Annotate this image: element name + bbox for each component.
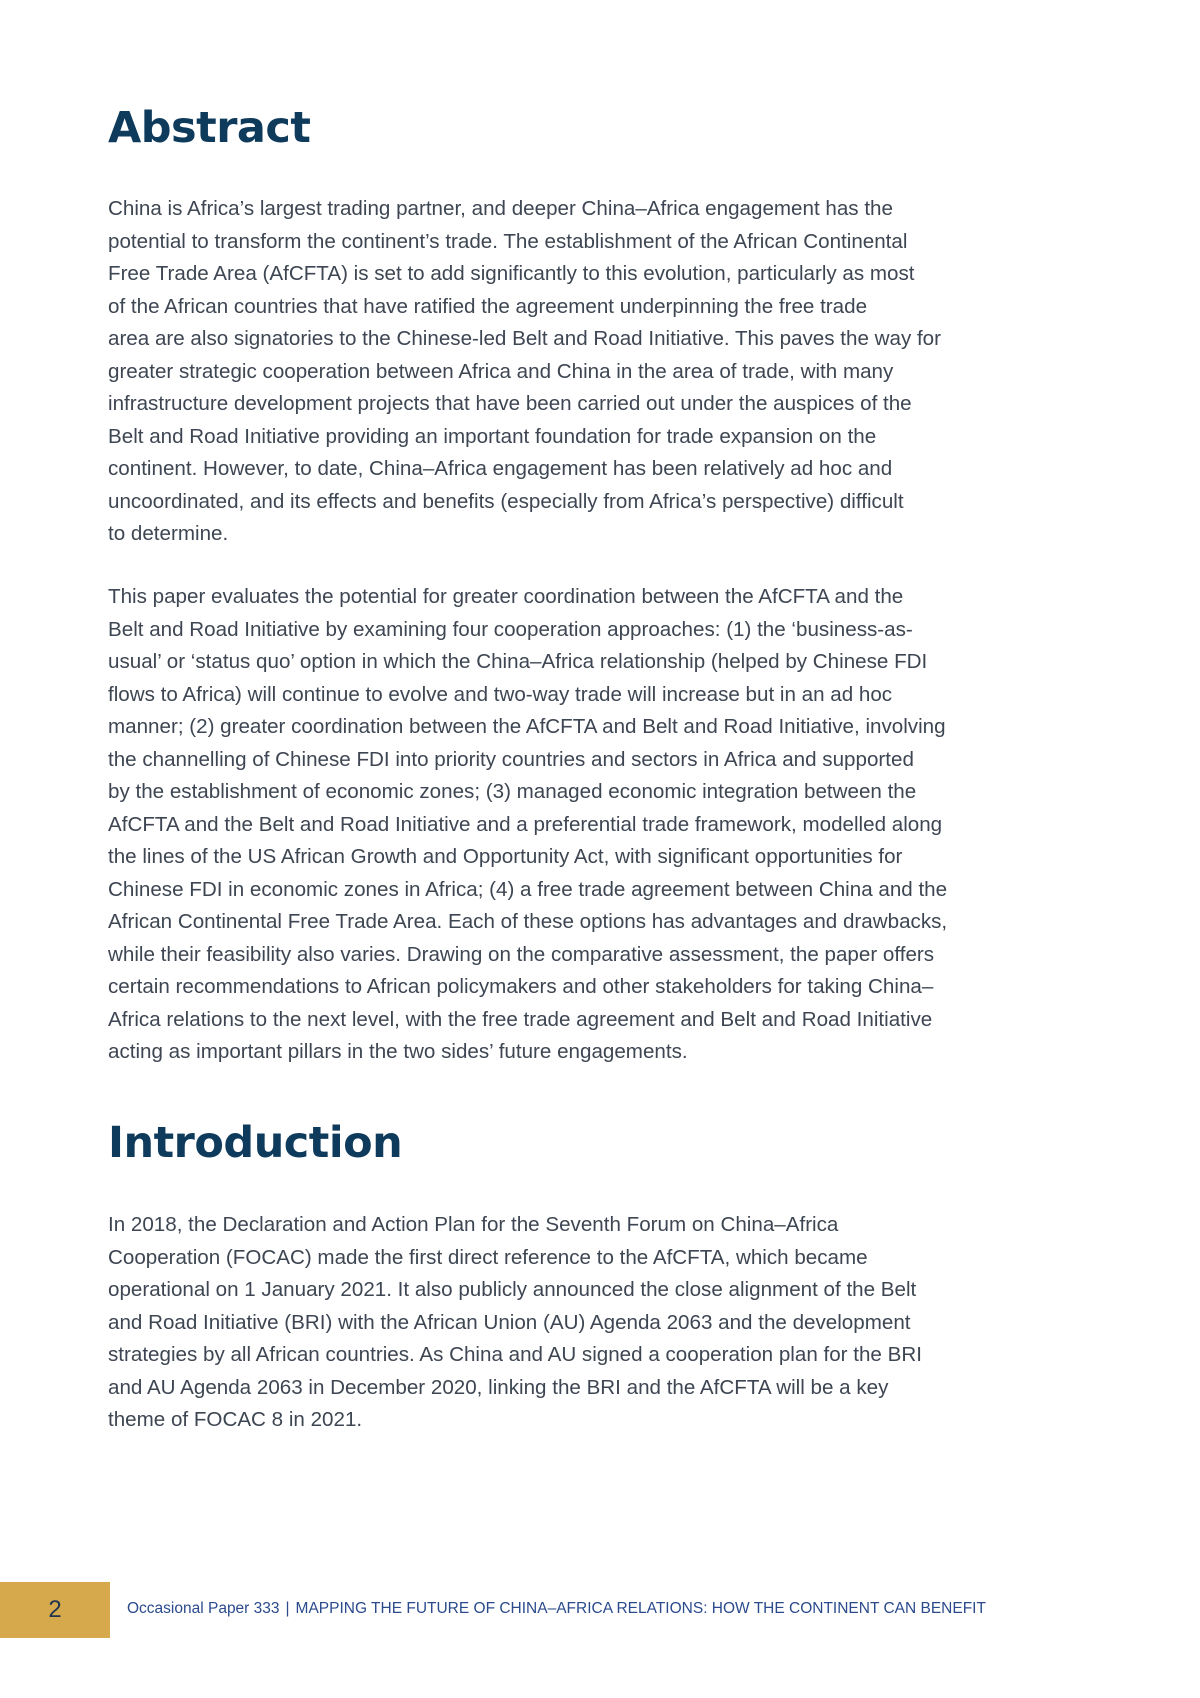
abstract-heading: Abstract: [108, 103, 311, 153]
text-line: strategies by all African countries. As China and AU signed a cooperation plan for the BRI: [108, 1343, 922, 1366]
footer-separator: |: [285, 1600, 290, 1617]
text-line: greater strategic cooperation between Africa and China in the area of trade, with many: [108, 359, 894, 383]
page-number-tab: [0, 1582, 110, 1638]
footer-series-label: Occasional Paper 333: [127, 1600, 280, 1617]
text-line: operational on 1 January 2021. It also publicly announced the close alignment of the Belt: [108, 1278, 917, 1301]
text-line: Chinese FDI in economic zones in Africa; (4) a free trade agreement between China and the: [108, 877, 948, 901]
text-line: Cooperation (FOCAC) made the first direct reference to the AfCFTA, which became: [108, 1245, 868, 1269]
text-line: by the establishment of economic zones; (3) managed economic integration between the: [108, 780, 917, 803]
text-line: AfCFTA and the Belt and Road Initiative and a preferential trade framework, modelled along: [108, 812, 943, 836]
text-line: and Road Initiative (BRI) with the African Union (AU) Agenda 2063 and the development: [108, 1310, 911, 1334]
text-line: while their feasibility also varies. Drawing on the comparative assessment, the paper offers: [108, 942, 935, 966]
page-number: 2: [48, 1596, 62, 1623]
text-line: African Continental Free Trade Area. Each of these options has advantages and drawbacks,: [108, 910, 948, 933]
text-line: China is Africa’s largest trading partner, and deeper China–Africa engagement has the: [108, 197, 893, 220]
text-line: area are also signatories to the Chinese-led Belt and Road Initiative. This paves the way for: [108, 327, 941, 350]
text-line: to determine.: [108, 522, 229, 545]
text-line: potential to transform the continent’s trade. The establishment of the African Continental: [108, 229, 908, 253]
text-line: theme of FOCAC 8 in 2021.: [108, 1408, 363, 1431]
text-line: the channelling of Chinese FDI into priority countries and sectors in Africa and supported: [108, 747, 914, 771]
text-line: In 2018, the Declaration and Action Plan for the Seventh Forum on China–Africa: [108, 1213, 839, 1236]
introduction-heading: Introduction: [108, 1118, 403, 1168]
text-line: flows to Africa) will continue to evolve and two-way trade will increase but in an ad hoc: [108, 682, 893, 706]
text-line: continent. However, to date, China–Africa engagement has been relatively ad hoc and: [108, 457, 893, 480]
text-line: infrastructure development projects that have been carried out under the auspices of the: [108, 392, 912, 415]
footer-document-title: MAPPING THE FUTURE OF CHINA–AFRICA RELATIONS: HOW THE CONTINENT CAN BENEFIT: [295, 1600, 986, 1617]
text-line: the lines of the US African Growth and Opportunity Act, with significant opportunities for: [108, 845, 903, 868]
abstract-paragraph-1: [108, 193, 1058, 551]
text-line: uncoordinated, and its effects and benefits (especially from Africa’s perspective) difficult: [108, 489, 904, 513]
text-line: certain recommendations to African policymakers and other stakeholders for taking China–: [108, 975, 934, 998]
text-line: of the African countries that have ratified the agreement underpinning the free trade: [108, 294, 868, 318]
abstract-paragraph-2: [108, 581, 1058, 1069]
text-line: manner; (2) greater coordination between the AfCFTA and Belt and Road Initiative, involving: [108, 715, 946, 738]
text-line: acting as important pillars in the two sides’ future engagements.: [108, 1040, 688, 1063]
introduction-paragraph-1: [108, 1209, 1058, 1437]
text-line: Belt and Road Initiative by examining four cooperation approaches: (1) the ‘business-as-: [108, 617, 913, 641]
text-line: This paper evaluates the potential for greater coordination between the AfCFTA and the: [108, 585, 904, 608]
text-line: Belt and Road Initiative providing an important foundation for trade expansion on the: [108, 424, 877, 448]
text-line: usual’ or ‘status quo’ option in which the China–Africa relationship (helped by Chinese FDI: [108, 650, 928, 673]
running-footer: [127, 1600, 986, 1618]
text-line: Africa relations to the next level, with the free trade agreement and Belt and Road Initiative: [108, 1007, 933, 1031]
text-line: Free Trade Area (AfCFTA) is set to add significantly to this evolution, particularly as most: [108, 262, 915, 285]
text-line: and AU Agenda 2063 in December 2020, linking the BRI and the AfCFTA will be a key: [108, 1375, 889, 1399]
